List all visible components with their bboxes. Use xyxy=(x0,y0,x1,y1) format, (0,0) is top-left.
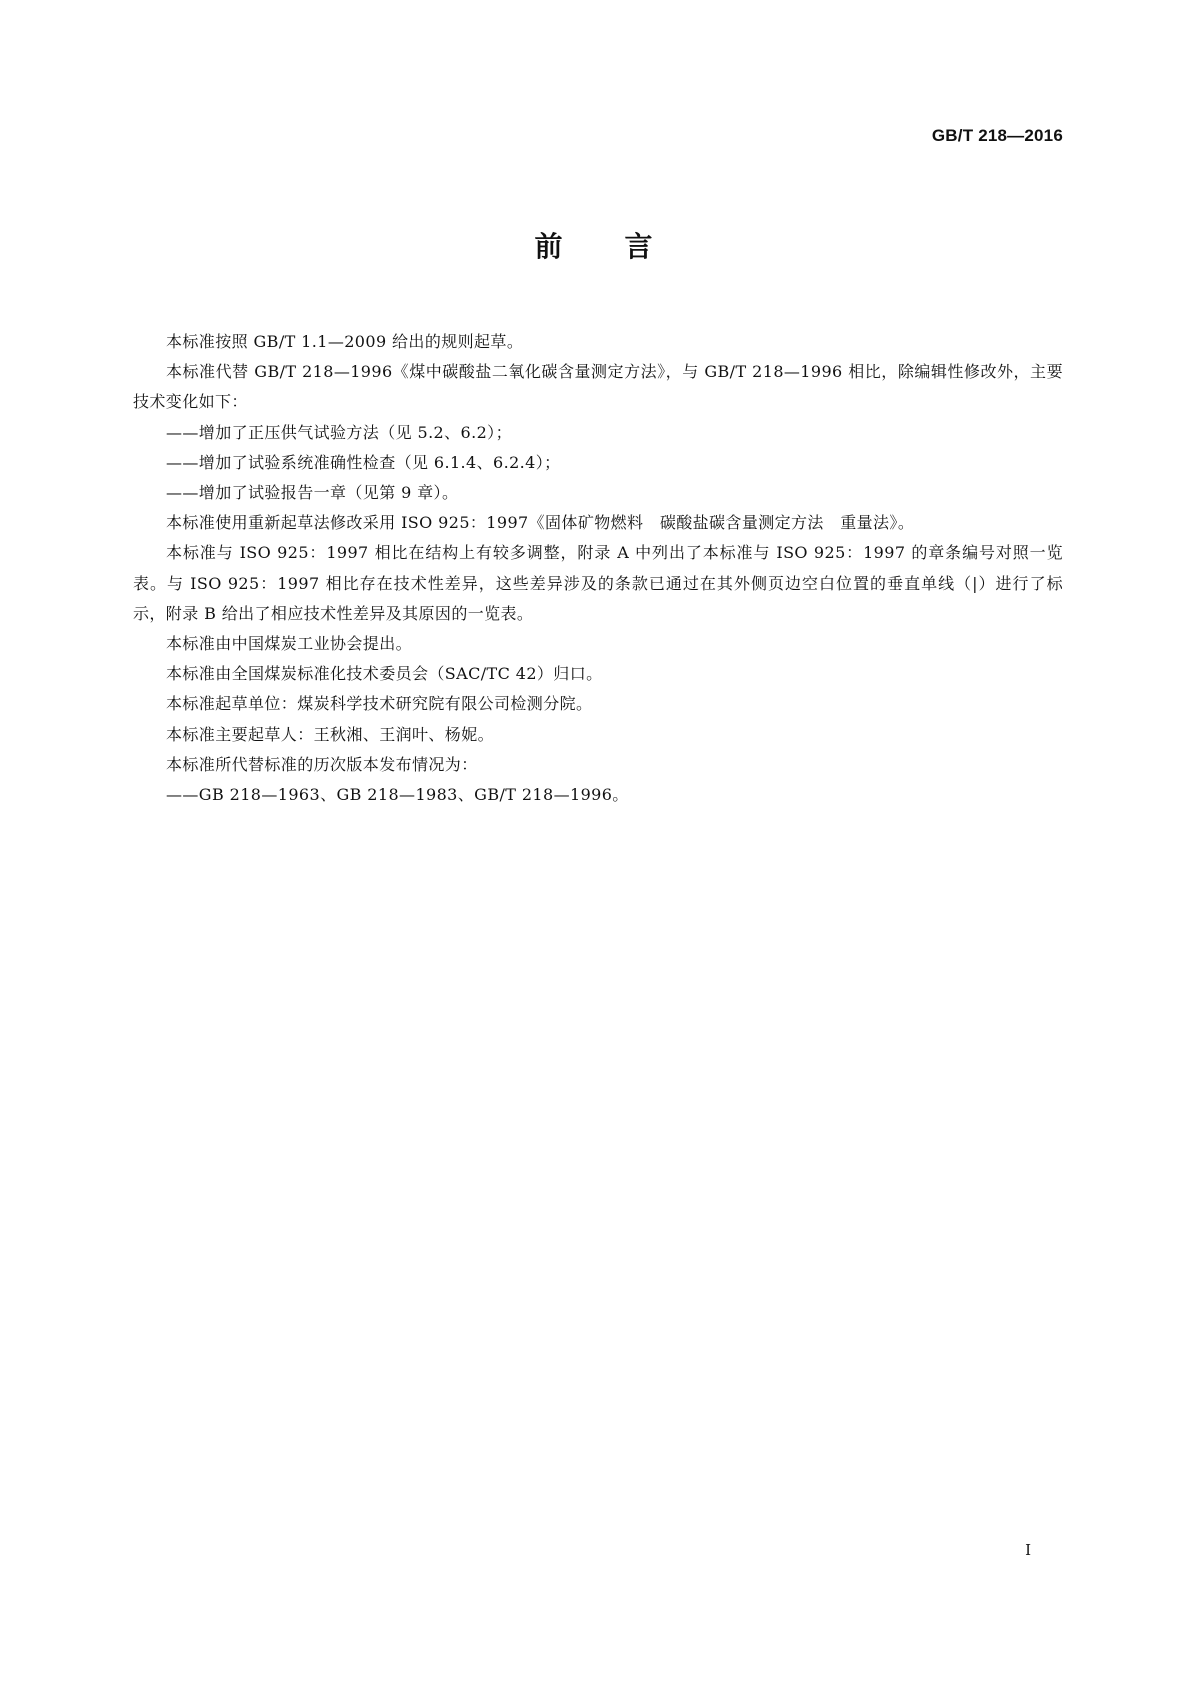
paragraph-proposed-by: 本标准由中国煤炭工业协会提出。 xyxy=(166,634,413,654)
title-char-2: 言 xyxy=(624,230,657,263)
paragraph-drafting-rules: 本标准按照 GB/T 1.1—2009 给出的规则起草。 xyxy=(166,332,524,351)
paragraph-centralized-by: 本标准由全国煤炭标准化技术委员会（SAC/TC 42）归口。 xyxy=(166,664,603,684)
paragraph-drafters: 本标准主要起草人：王秋湘、王润叶、杨妮。 xyxy=(166,724,495,744)
title-char-1: 前 xyxy=(534,230,567,263)
list-item-test-report: ——增加了试验报告一章（见第 9 章）。 xyxy=(166,483,459,503)
standard-code: GB/T 218—2016 xyxy=(931,126,1063,145)
paragraph-iso-differences: 本标准与 ISO 925：1997 相比在结构上有较多调整，附录 A 中列出了本标准与 ISO 925：1997 的章条编号对照一览表。与 ISO 925：1997 相比存在技术性差异，这些差异涉及的条款已通过在其外侧页边空白位置的垂直单线（|）进行了标示，附录 B 给出了相应技术性差异及其原因的一览表。 xyxy=(133,543,1063,623)
paragraph-replacement: 本标准代替 GB/T 218—1996《煤中碳酸盐二氧化碳含量测定方法》，与 GB/T 218—1996 相比，除编辑性修改外，主要技术变化如下： xyxy=(133,362,1063,412)
list-item-accuracy-check: ——增加了试验系统准确性检查（见 6.1.4、6.2.4）； xyxy=(166,452,561,472)
list-item-previous-versions: ——GB 218—1963、GB 218—1983、GB/T 218—1996。 xyxy=(166,785,629,805)
foreword-body xyxy=(133,327,1063,810)
page-title xyxy=(0,230,1191,264)
list-item-positive-pressure: ——增加了正压供气试验方法（见 5.2、6.2）； xyxy=(166,422,512,442)
paragraph-drafting-unit: 本标准起草单位：煤炭科学技术研究院有限公司检测分院。 xyxy=(166,694,593,714)
paragraph-version-history: 本标准所代替标准的历次版本发布情况为： xyxy=(166,754,478,774)
paragraph-iso-adoption: 本标准使用重新起草法修改采用 ISO 925：1997《固体矿物燃料 碳酸盐碳含量测定方法 重量法》。 xyxy=(166,513,915,533)
page-number: I xyxy=(1025,1541,1031,1559)
